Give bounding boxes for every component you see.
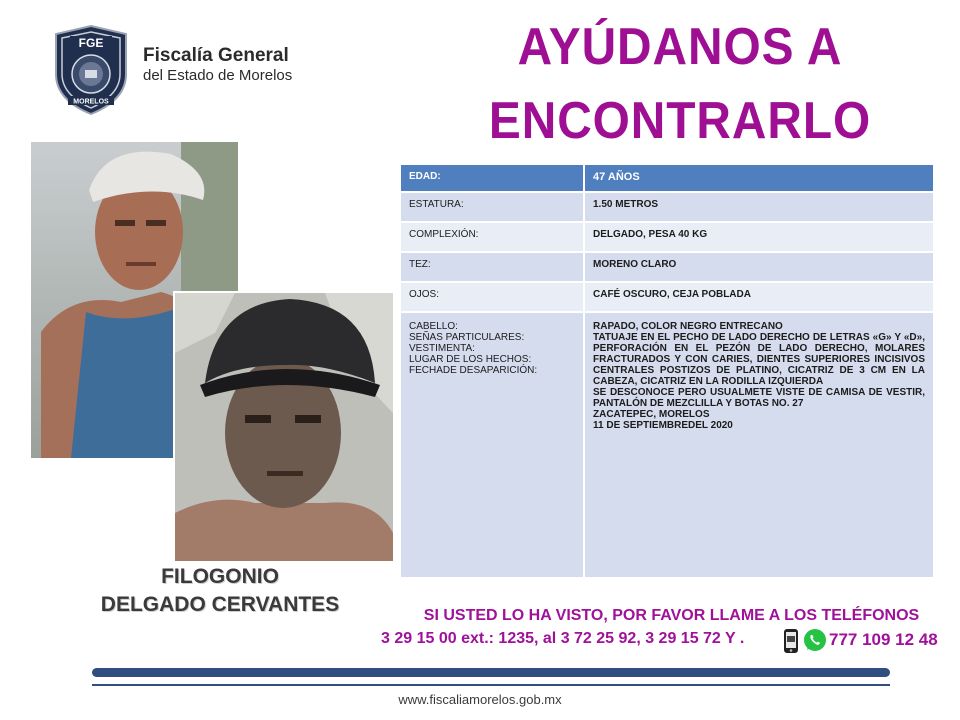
org-line-1: Fiscalía General [143,45,289,66]
cabello-label: CABELLO: [409,321,458,332]
senas-label: SEÑAS PARTICULARES: [409,332,525,343]
logo-acronym: FGE [78,36,104,50]
edad-label: EDAD: [401,165,585,191]
person-details-table [401,163,933,579]
ojos-value: CAFÉ OSCURO, CEJA POBLADA [585,283,933,311]
estatura-value: 1.50 METROS [585,193,933,221]
person-name-first: FILOGONIO [161,565,279,588]
row-edad [401,165,933,191]
row-complexion [401,223,933,251]
phone-numbers: 3 29 15 00 ext.: 1235, al 3 72 25 92, 3 29 15 72 Y . [381,630,745,647]
row-estatura [401,193,933,221]
headline-line-1: AYÚDANOS A [517,18,843,76]
details-values [585,313,933,577]
complexion-value: DELGADO, PESA 40 KG [585,223,933,251]
org-line-2: del Estado de Morelos [143,67,293,84]
organization-name [143,45,292,85]
footer-bar [92,668,890,677]
row-tez [401,253,933,281]
lugar-value: ZACATEPEC, MORELOS [593,409,710,420]
lugar-label: LUGAR DE LOS HECHOS: [409,354,532,365]
edad-value: 47 AÑOS [585,165,933,191]
whatsapp-icon [803,628,827,652]
call-to-action: SI USTED LO HA VISTO, POR FAVOR LLAME A LOS TELÉFONOS [423,607,920,624]
senas-value: TATUAJE EN EL PECHO DE LADO DERECHO DE LETRAS «G» Y «D», PERFORACIÓN EN EL PEZÓN DE LADO DERECHO, MOLARES FRACTURADOS Y CON CARIES, DIENTES SUPERIORES INCISIVOS CENTRALES POSTIZOS DE PLATINO, CICATRIZ DE 3 CM EN LA CABEZA, CICATRIZ EN LA RODILLA IZQUIERDA [593,332,925,387]
vestimenta-label: VESTIMENTA: [409,343,475,354]
tez-label: TEZ: [401,253,585,281]
row-details-block [401,313,933,577]
mobile-number: 777 109 12 48 [829,630,938,649]
row-ojos [401,283,933,311]
ojos-label: OJOS: [401,283,585,311]
headline-line-2: ENCONTRARLO [488,92,872,150]
details-labels [401,313,585,577]
complexion-label: COMPLEXIÓN: [401,223,585,251]
footer-divider [92,684,890,686]
missing-person-photo-2 [173,291,395,563]
fge-logo [52,24,130,116]
vestimenta-value: SE DESCONOCE PERO USUALMETE VISTE DE CAMISA DE VESTIR, PANTALÓN DE MEZCLILLA Y BOTAS NO. 27 [593,387,925,409]
fecha-label: FECHADE DESAPARICIÓN: [409,365,538,376]
person-name-last: DELGADO CERVANTES [100,593,340,616]
logo-state: MORELOS [73,98,109,106]
fecha-value: 11 DE SEPTIEMBREDEL 2020 [593,420,733,431]
cabello-value: RAPADO, COLOR NEGRO ENTRECANO [593,321,783,332]
estatura-label: ESTATURA: [401,193,585,221]
website-url[interactable]: www.fiscaliamorelos.gob.mx [398,692,562,707]
mobile-phone-icon [781,628,801,654]
tez-value: MORENO CLARO [585,253,933,281]
